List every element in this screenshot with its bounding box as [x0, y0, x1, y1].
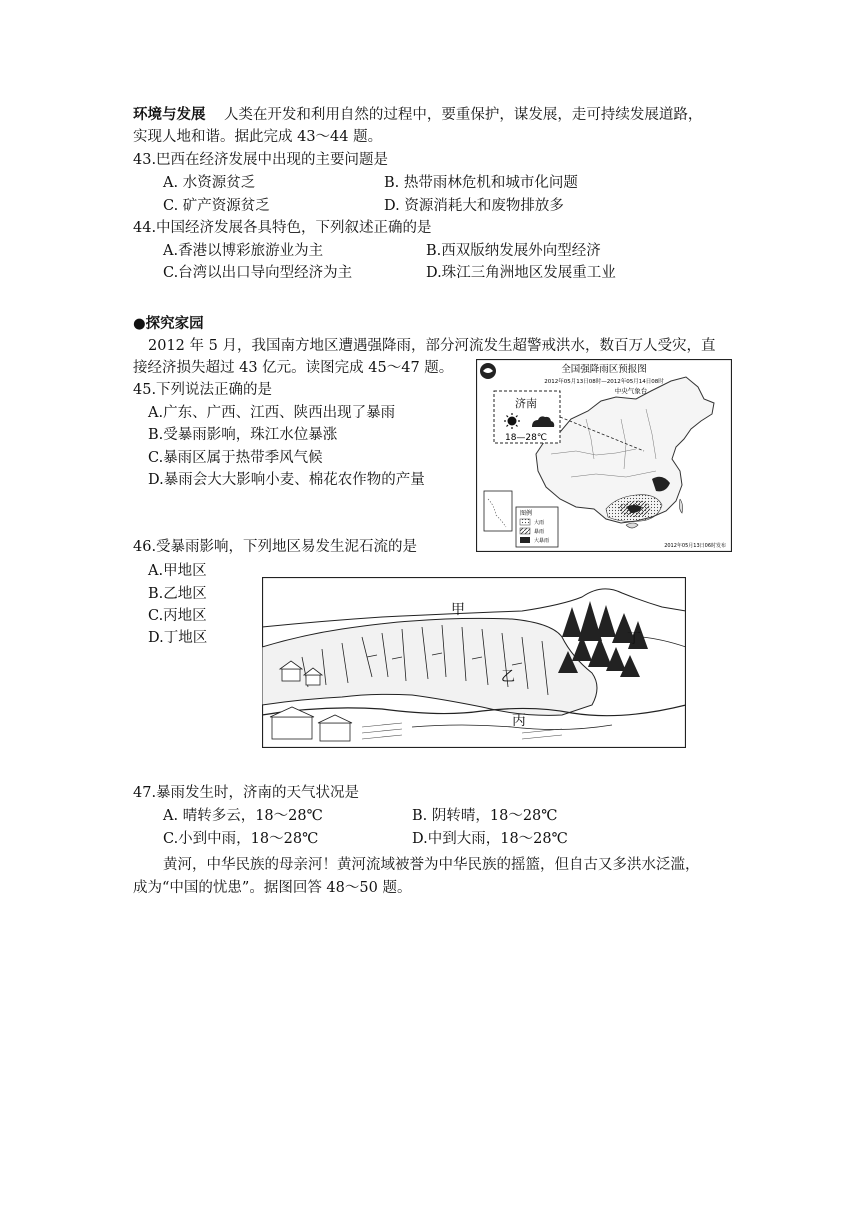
- q46-option-b: B.乙地区: [148, 586, 207, 602]
- rainfall-forecast-map: [476, 359, 732, 552]
- q46-option-a: A.甲地区: [148, 563, 207, 579]
- intro-line-2: 实现人地和谐。据此完成 43～44 题。: [133, 129, 383, 145]
- q43-option-b: B. 热带雨林危机和城市化问题: [384, 175, 578, 191]
- outro-line-1: 黄河，中华民族的母亲河！黄河流域被誉为中华民族的摇篮，但自古又多洪水泛滥，: [163, 857, 700, 873]
- q47-option-b: B. 阴转晴，18～28℃: [412, 808, 558, 824]
- q43-option-c: C. 矿产资源贫乏: [163, 198, 270, 214]
- q45-option-c: C.暴雨区属于热带季风气候: [148, 450, 323, 466]
- q44-stem: 44.中国经济发展各具特色，下列叙述正确的是: [133, 220, 432, 236]
- q44-option-d: D.珠江三角洲地区发展重工业: [426, 265, 616, 281]
- q45-option-a: A.广东、广西、江西、陕西出现了暴雨: [148, 405, 396, 421]
- q46-option-d: D.丁地区: [148, 630, 208, 646]
- q47-option-d: D.中到大雨，18～28℃: [412, 831, 568, 847]
- q45-option-d: D.暴雨会大大影响小麦、棉花农作物的产量: [148, 472, 425, 488]
- q43-option-a: A. 水资源贫乏: [163, 175, 256, 191]
- intro-line-1: [133, 105, 702, 125]
- q47-option-c: C.小到中雨，18～28℃: [163, 831, 319, 847]
- map-legend: [516, 507, 558, 547]
- section-intro-2: 接经济损失超过 43 亿元。读图完成 45～47 题。: [133, 360, 454, 376]
- outro-line-2: 成为“中国的忧患”。据图回答 48～50 题。: [133, 880, 412, 896]
- section-heading: ●探究家园: [133, 315, 204, 332]
- q43-stem: 43.巴西在经济发展中出现的主要问题是: [133, 152, 389, 168]
- intro-text-1: 人类在开发和利用自然的过程中，要重保护，谋发展，走可持续发展道路，: [223, 107, 703, 123]
- legend-item-rainstorm: 暴雨: [534, 529, 545, 535]
- q46-option-c: C.丙地区: [148, 608, 207, 624]
- legend-title: 图例: [520, 510, 533, 517]
- intro-heading: 环境与发展: [133, 106, 206, 123]
- landscape-sketch: [262, 577, 686, 748]
- map-temperature: 18—28℃: [504, 433, 548, 443]
- map-title: 全国强降雨区预报图: [561, 364, 647, 375]
- label-ding: 丁: [627, 631, 641, 647]
- label-yi: 乙: [501, 669, 515, 685]
- q45-option-b: B.受暴雨影响，珠江水位暴涨: [148, 427, 338, 443]
- map-footer: 2012年05月13日06时发布: [664, 543, 726, 549]
- label-bing: 丙: [512, 713, 526, 729]
- label-jia: 甲: [451, 602, 465, 618]
- legend-item-severe-rainstorm: 大暴雨: [534, 538, 550, 544]
- map-subtitle: 2012年05月13日08时—2012年05月14日08时: [544, 379, 664, 385]
- q47-option-a: A. 晴转多云，18～28℃: [163, 808, 323, 824]
- map-city-label: 济南: [515, 397, 537, 410]
- legend-item-heavy-rain: 大雨: [534, 520, 545, 526]
- q44-option-b: B.西双版纳发展外向型经济: [426, 243, 601, 259]
- section-intro-1: 2012 年 5 月，我国南方地区遭遇强降雨，部分河流发生超警戒洪水，数百万人受灾，直: [148, 338, 716, 354]
- south-china-sea-inset: [484, 491, 512, 531]
- q45-stem: 45.下列说法正确的是: [133, 382, 273, 398]
- q43-option-d: D. 资源消耗大和废物排放多: [384, 198, 564, 214]
- cma-logo-icon: [480, 363, 496, 379]
- q44-option-a: A.香港以博彩旅游业为主: [163, 243, 324, 259]
- q46-stem: 46.受暴雨影响，下列地区易发生泥石流的是: [133, 539, 418, 555]
- q44-option-c: C.台湾以出口导向型经济为主: [163, 265, 353, 281]
- q47-stem: 47.暴雨发生时，济南的天气状况是: [133, 785, 360, 801]
- map-agency: 中央气象台: [614, 387, 648, 395]
